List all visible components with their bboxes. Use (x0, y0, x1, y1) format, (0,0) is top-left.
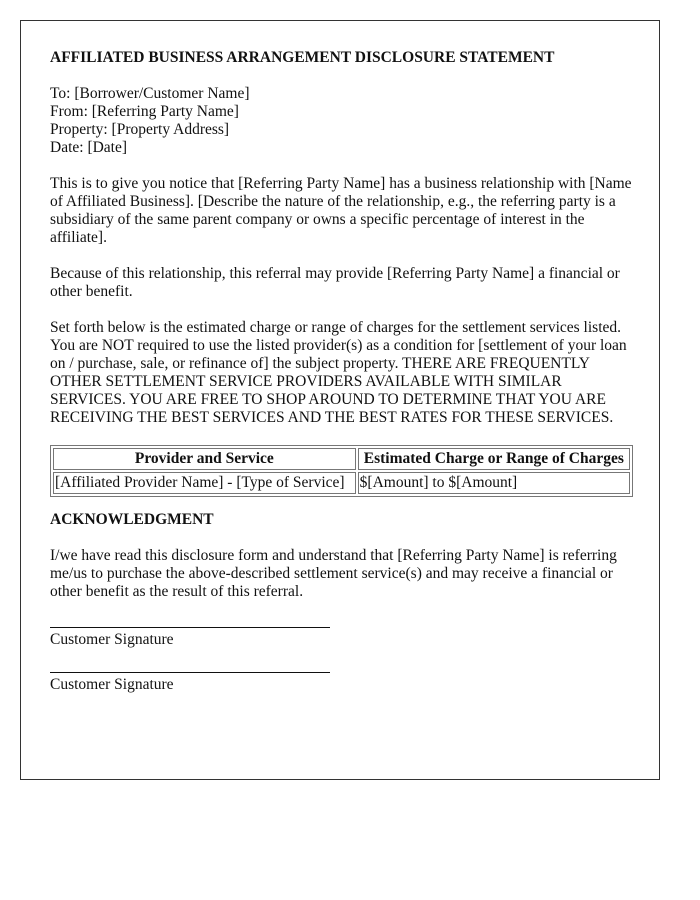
property-line: Property: [Property Address] (50, 121, 230, 138)
benefit-paragraph: Because of this relationship, this referral may provide [Referring Party Name] a financial or other benefit. (50, 265, 620, 300)
signature-block-2 (50, 672, 635, 694)
table-header-row (53, 448, 630, 470)
signature-block-1 (50, 627, 635, 649)
charge-cell: $[Amount] to $[Amount] (358, 472, 630, 494)
column-header-provider: Provider and Service (53, 448, 356, 470)
document-page (20, 20, 660, 780)
recipient-info (50, 85, 635, 157)
document-title: AFFILIATED BUSINESS ARRANGEMENT DISCLOSURE STATEMENT (50, 49, 555, 66)
acknowledgment-text: I/we have read this disclosure form and understand that [Referring Party Name] is referring me/us to purchase the above-described settlement service(s) and may receive a financial or other benefit as the result of this referral. (50, 547, 617, 600)
charges-paragraph: Set forth below is the estimated charge or range of charges for the settlement services listed. You are NOT required to use the listed provider(s) as a condition for [settlement of your loan on / purchase, sale, or refinance of] the subject property. THERE ARE FREQUENTLY OTHER SETTLEMENT SERVICE PROVIDERS AVAILABLE WITH SIMILAR SERVICES. YOU ARE FREE TO SHOP AROUND TO DETERMINE THAT YOU ARE RECEIVING THE BEST SERVICES AND THE BEST RATES FOR THESE SERVICES. (50, 319, 627, 426)
table-row (53, 472, 630, 494)
acknowledgment-heading: ACKNOWLEDGMENT (50, 511, 214, 528)
signature-label: Customer Signature (50, 676, 174, 693)
signature-line[interactable] (50, 627, 330, 628)
signature-line[interactable] (50, 672, 330, 673)
notice-paragraph: This is to give you notice that [Referring Party Name] has a business relationship with [Name of Affiliated Business]. [Describe the nature of the relationship, e.g., the referring party is a subsidiary of the same parent company or owns a specific percentage of interest in the affiliate]. (50, 175, 632, 246)
provider-cell: [Affiliated Provider Name] - [Type of Service] (53, 472, 356, 494)
from-line: From: [Referring Party Name] (50, 103, 239, 120)
to-line: To: [Borrower/Customer Name] (50, 85, 250, 102)
column-header-charge: Estimated Charge or Range of Charges (358, 448, 630, 470)
charges-table (50, 445, 633, 497)
date-line: Date: [Date] (50, 139, 128, 156)
signature-label: Customer Signature (50, 631, 174, 648)
document-content (50, 49, 635, 694)
